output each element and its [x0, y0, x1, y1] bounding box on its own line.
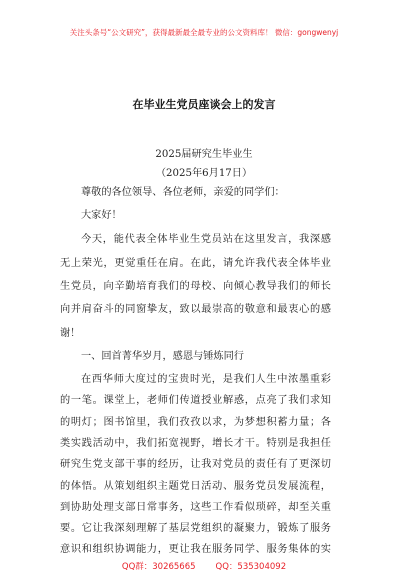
- date-line: （2025年6月17日）: [155, 168, 253, 179]
- para2-line: 要。它让我深刻理解了基层党组织的凝聚力，锻炼了服务: [60, 523, 331, 535]
- footer-qq-group: QQ群：30265665: [121, 562, 196, 572]
- para1-line: 无上荣光，更觉重任在肩。在此，请允许我代表全体毕业: [60, 258, 331, 269]
- para1-line: 谢！: [60, 328, 81, 339]
- para2-line: 研究生党支部干事的经历，让我对党员的责任有了更深切: [60, 459, 331, 471]
- para1-line: 生党员，向辛勤培育我们的母校、向倾心教导我们的师长: [60, 281, 331, 292]
- document-title: 在毕业生党员座谈会上的发言: [132, 98, 276, 111]
- para2-line: 到协助处理支部日常事务，这些工作看似琐碎，却至关重: [60, 501, 331, 513]
- para2-line: 意识和组织协调能力，更让我在服务同学、服务集体的实: [60, 544, 331, 556]
- para2-line: 的一笔。课堂上，老师们传道授业解惑，点亮了我们求知: [60, 395, 331, 407]
- para2-line: 的明灯；图书馆里，我们孜孜以求，为梦想积蓄力量；各: [60, 416, 331, 428]
- para1-line: 向并肩奋斗的同窗挚友，致以最崇高的敬意和最衷心的感: [60, 304, 331, 315]
- footer: [0, 560, 408, 572]
- para1-line: 今天，能代表全体毕业生党员站在这里发言，我深感: [81, 234, 331, 245]
- para2-line: 在西华师大度过的宝贵时光，是我们人生中浓墨重彩: [81, 374, 331, 385]
- section-heading: 一、回首菁华岁月，感恩与锤炼同行: [81, 351, 244, 362]
- footer-qq: QQ：535304092: [215, 562, 287, 572]
- author-line: 2025届研究生毕业生: [155, 149, 253, 160]
- para2-line: 类实践活动中，我们拓宽视野，增长才干。特别是我担任: [60, 437, 331, 449]
- header-note: 关注头条号“公文研究”，获得最新最全最专业的公文资料库！ 微信：gongwenyj: [69, 28, 339, 37]
- para2-line: 的体悟。从策划组织主题党日活动、服务党员发展流程，: [60, 480, 331, 492]
- greeting: 大家好！: [81, 210, 122, 221]
- salutation: 尊敬的各位领导、各位老师，亲爱的同学们：: [81, 187, 285, 198]
